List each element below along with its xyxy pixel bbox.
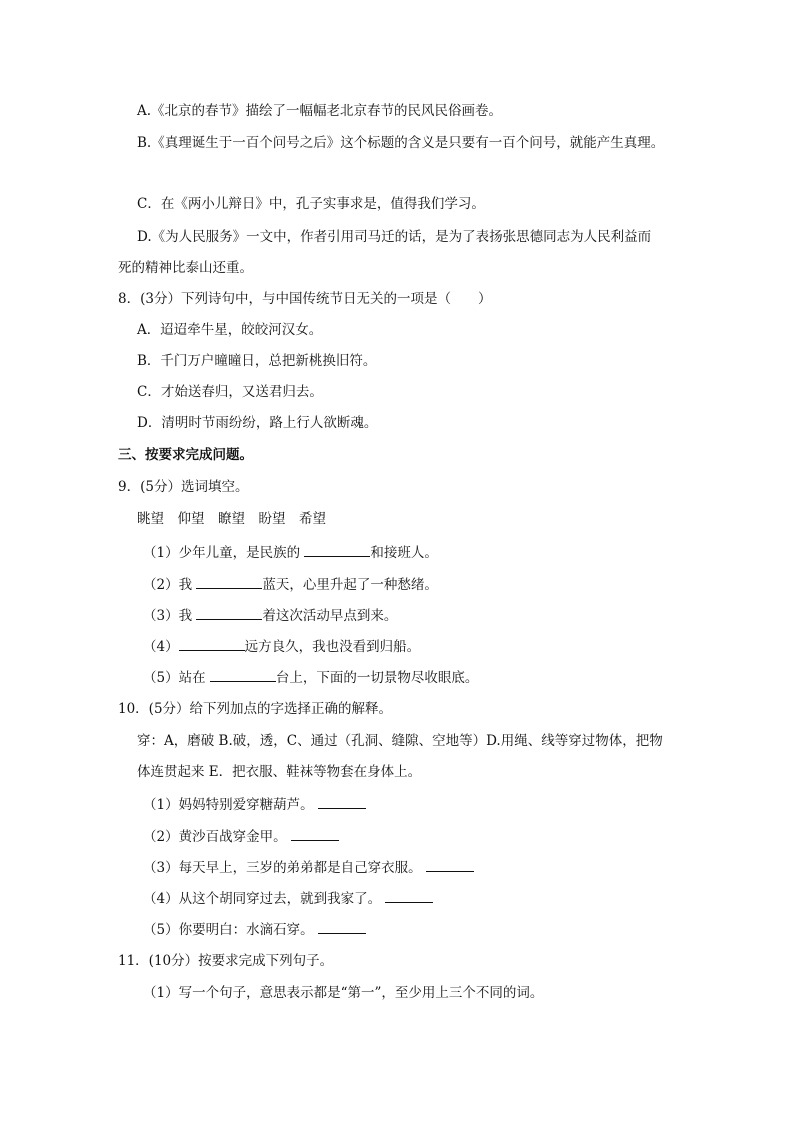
q10-item-3 [143,857,474,878]
q11-item-1: （1）写一个句子，意思表示都是“第一”，至少用上三个不同的词。 [143,985,544,1001]
q9-item-3-post: 着这次活动早点到来。 [262,608,398,624]
q7-option-a: A.《北京的春节》描绘了一幅幅老北京春节的民风民俗画卷。 [137,103,503,119]
q8-option-a: A．迢迢牵牛星，皎皎河汉女。 [137,322,323,338]
q10-definitions-line2: 体连贯起来 E．把衣服、鞋袜等物套在身体上。 [137,764,422,780]
answer-blank[interactable] [318,794,366,809]
q9-item-1-post: 和接班人。 [370,545,438,561]
q9-stem: 9．(5分）选词填空。 [118,479,249,495]
q8-option-b: B．千门万户曈曈日，总把新桃换旧符。 [137,353,377,369]
q8-stem: 8．(3分）下列诗句中，与中国传统节日无关的一项是（ ） [118,291,492,307]
q10-item-4 [143,888,433,909]
q10-item-2 [143,826,339,847]
answer-blank[interactable] [179,636,245,651]
q10-stem: 10．(5分）给下列加点的字选择正确的解释。 [118,701,393,717]
q9-item-5 [143,667,478,688]
q10-item-1-text: （1）妈妈特别爱穿糖葫芦。 [143,797,314,813]
answer-blank[interactable] [196,605,262,620]
section-heading: 三、按要求完成问题。 [118,447,253,463]
answer-blank[interactable] [210,667,276,682]
q9-item-2-post: 蓝天，心里升起了一种愁绪。 [262,577,438,593]
q7-option-c: C．在《两小儿辩日》中，孔子实事求是，值得我们学习。 [137,196,485,212]
q7-option-d-line1: D.《为人民服务》一文中，作者引用司马迁的话，是为了表扬张思德同志为人民利益而 [137,229,652,245]
answer-blank[interactable] [426,857,474,872]
q10-item-4-text: （4）从这个胡同穿过去，就到我家了。 [143,891,382,907]
q10-item-5-text: （5）你要明白：水滴石穿。 [143,922,314,938]
q9-item-3-pre: （3）我 [143,608,197,624]
q9-item-2 [143,574,438,595]
q11-stem: 11．(10分）按要求完成下列句子。 [118,953,334,969]
answer-blank[interactable] [291,826,339,841]
q10-definitions-line1: 穿：A，磨破 B.破，透，C、通过（孔洞、缝隙、空地等）D.用绳、线等穿过物体，把物 [137,733,663,749]
q10-item-3-text: （3）每天早上，三岁的弟弟都是自己穿衣服。 [143,860,422,876]
q7-option-b: B.《真理诞生于一百个问号之后》这个标题的含义是只要有一百个问号，就能产生真理。 [137,135,665,151]
answer-blank[interactable] [385,888,433,903]
q7-option-d-line2: 死的精神比泰山还重。 [118,260,253,276]
q8-option-c: C．才始送春归，又送君归去。 [137,384,323,400]
q9-item-3 [143,605,397,626]
answer-blank[interactable] [318,919,366,934]
q8-option-d: D．清明时节雨纷纷，路上行人欲断魂。 [137,415,378,431]
q9-item-4 [143,636,420,657]
q9-item-1-pre: （1）少年儿童，是民族的 [143,545,305,561]
q10-item-1 [143,794,366,815]
q9-item-2-pre: （2）我 [143,577,197,593]
answer-blank[interactable] [304,542,370,557]
q9-word-bank: 眺望 仰望 瞭望 盼望 希望 [137,511,326,527]
q9-item-1 [143,542,438,563]
q10-item-2-text: （2）黄沙百战穿金甲。 [143,829,287,845]
answer-blank[interactable] [196,574,262,589]
q9-item-4-pre: （4） [143,639,179,655]
q9-item-4-post: 远方良久，我也没看到归船。 [244,639,421,655]
q9-item-5-post: 台上，下面的一切景物尽收眼底。 [275,670,479,686]
q9-item-5-pre: （5）站在 [143,670,210,686]
q10-item-5 [143,919,366,940]
